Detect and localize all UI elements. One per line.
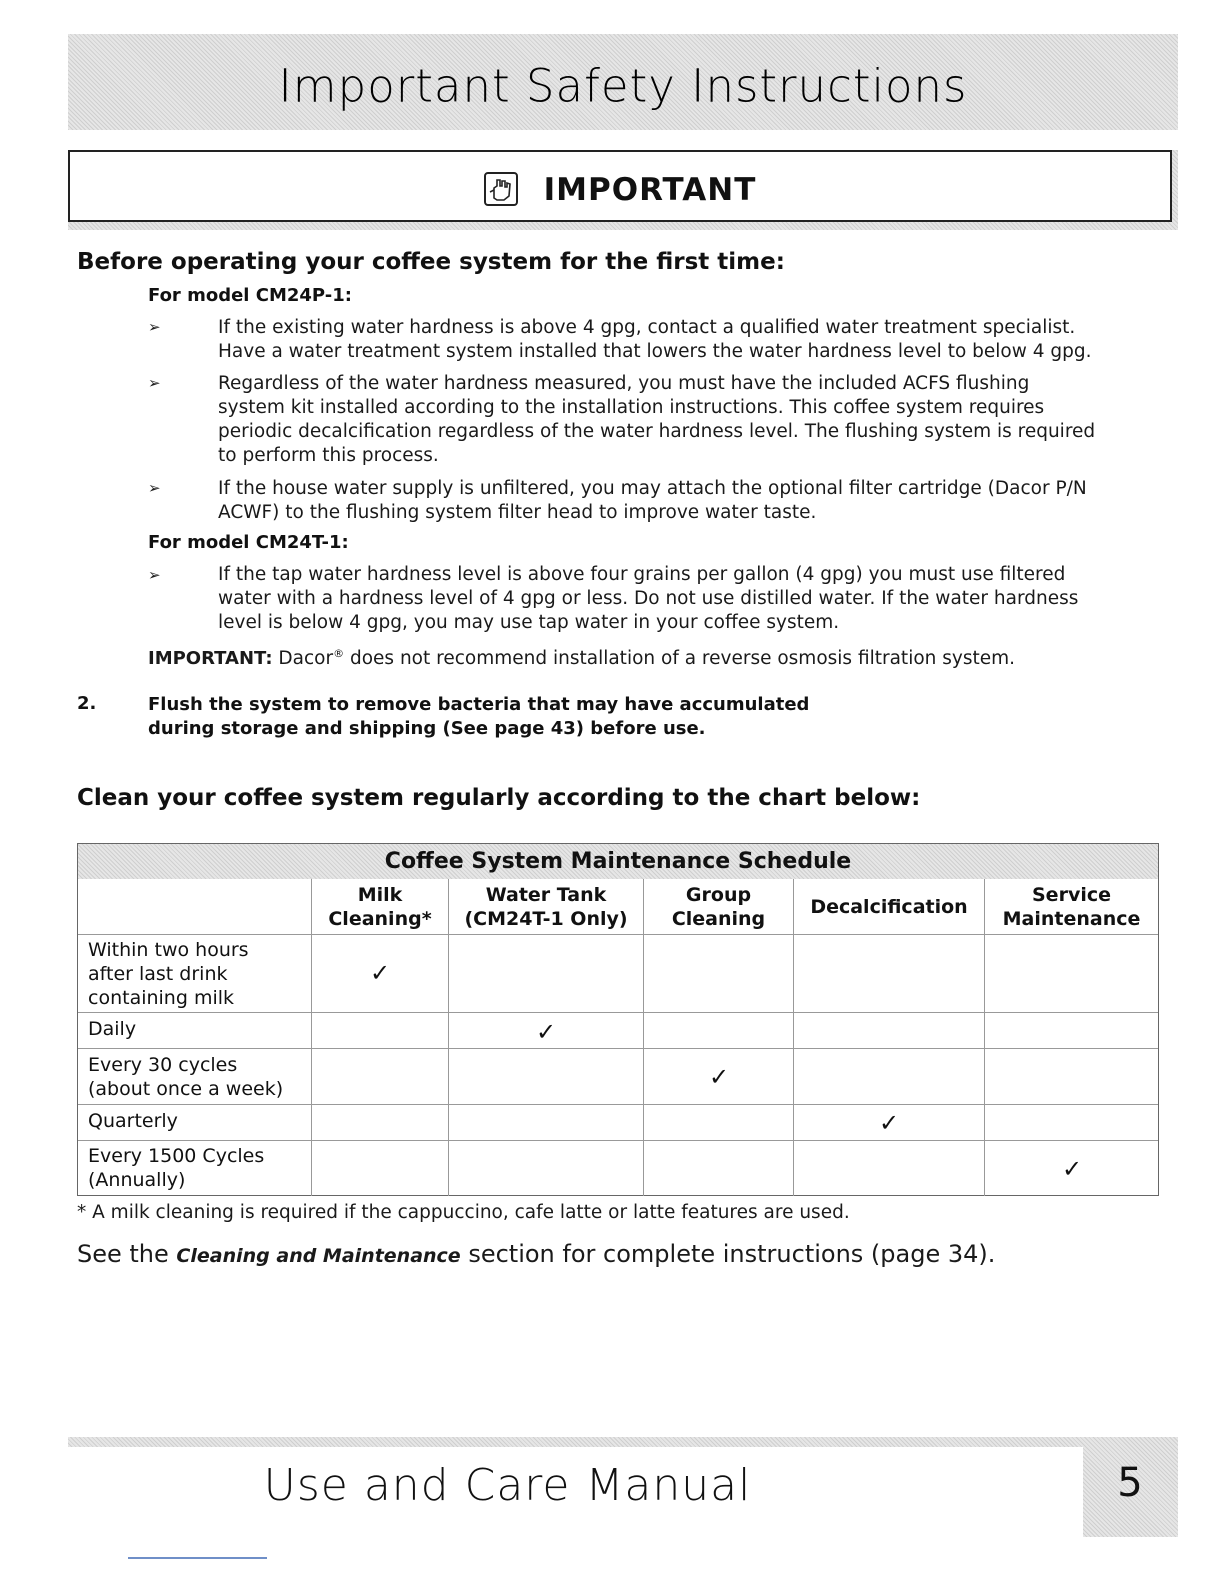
header-band	[68, 34, 1178, 130]
table-cell	[794, 1141, 985, 1196]
section-heading-first-time: Before operating your coffee system for the first time:	[77, 249, 785, 275]
column-header-service: Service Maintenance	[985, 879, 1158, 935]
header-corner-cell	[78, 879, 312, 935]
table-cell	[312, 1105, 449, 1141]
table-cell	[449, 1049, 644, 1105]
table-cell	[449, 1141, 644, 1196]
table-cell	[644, 1105, 794, 1141]
table-cell	[644, 1141, 794, 1196]
important-label-row	[70, 172, 1170, 208]
column-header-water-tank: Water Tank (CM24T-1 Only)	[449, 879, 644, 935]
table-cell	[985, 1049, 1158, 1105]
check-icon: ✓	[369, 959, 391, 987]
table-cell	[449, 935, 644, 1013]
table-cell	[985, 1013, 1158, 1049]
page-number: 5	[1117, 1460, 1143, 1506]
footer-title: Use and Care Manual	[263, 1460, 752, 1511]
table-cell	[794, 1049, 985, 1105]
important-note	[148, 642, 1015, 671]
note-hand-icon	[484, 172, 518, 206]
check-icon: ✓	[878, 1109, 900, 1137]
bullet-text: If the tap water hardness level is above four grains per gallon (4 gpg) you must use filtered water with a hardness level of 4 gpg or less. Do not use distilled water. If the water hardness level is below 4 gpg, you may use tap water in your coffee system.	[218, 564, 1079, 633]
step-number: 2.	[77, 693, 97, 714]
column-header-group: Group Cleaning	[644, 879, 794, 935]
bullet-arrow-icon: ➢	[148, 318, 161, 336]
bullet-arrow-icon: ➢	[148, 566, 161, 584]
schedule-title: Coffee System Maintenance Schedule	[384, 849, 852, 874]
important-note-label: IMPORTANT:	[148, 648, 273, 670]
check-icon: ✓	[535, 1018, 557, 1046]
bullet-arrow-icon: ➢	[148, 479, 161, 497]
cleaning-section-reference: Cleaning and Maintenance	[176, 1245, 461, 1267]
table-cell	[985, 1105, 1158, 1141]
bullet-arrow-icon: ➢	[148, 374, 161, 392]
important-note-text-a: Dacor	[278, 648, 334, 670]
table-row-label: Every 30 cycles (about once a week)	[78, 1049, 312, 1105]
table-row-label: Every 1500 Cycles (Annually)	[78, 1141, 312, 1196]
table-cell	[312, 1141, 449, 1196]
important-note-text-b: does not recommend installation of a reverse osmosis filtration system.	[344, 648, 1016, 670]
table-cell	[794, 1013, 985, 1049]
column-header-decalcification: Decalcification	[794, 879, 985, 935]
table-cell	[794, 935, 985, 1013]
column-header-milk: Milk Cleaning*	[312, 879, 449, 935]
bullet-text: If the existing water hardness is above 4 gpg, contact a qualified water treatment specialist. Have a water treatment system installed that lowers the water hardness level to below 4 gpg.	[218, 317, 1092, 362]
table-cell	[644, 1013, 794, 1049]
page-title: Important Safety Instructions	[278, 59, 968, 113]
registered-mark: ®	[333, 647, 345, 660]
bullet-text: Regardless of the water hardness measured, you must have the included ACFS flushing system kit installed according to the installation instructions. This coffee system requires periodic decalcification regardless of the water hardness level. The flushing system is required to perform this process.	[218, 373, 1096, 466]
model-t-label: For model CM24T-1:	[148, 532, 349, 553]
step2-text: Flush the system to remove bacteria that may have accumulated during storage and shipping (See page 43) before use.	[148, 694, 810, 739]
check-icon: ✓	[708, 1063, 730, 1091]
table-cell	[644, 935, 794, 1013]
table-row-label: Within two hours after last drink containing milk	[78, 935, 312, 1013]
check-icon: ✓	[1061, 1155, 1083, 1183]
table-row-label: Daily	[78, 1013, 312, 1049]
table-cell	[312, 1013, 449, 1049]
table-cell	[449, 1105, 644, 1141]
important-banner	[68, 150, 1178, 230]
bullet-text: If the house water supply is unfiltered, you may attach the optional filter cartridge (Dacor P/N ACWF) to the flushing system filter head to improve water taste.	[218, 478, 1087, 523]
model-p-label: For model CM24P-1:	[148, 285, 352, 306]
schedule-title-band	[78, 844, 1158, 879]
section-heading-clean: Clean your coffee system regularly according to the chart below:	[77, 785, 921, 811]
table-cell	[312, 1049, 449, 1105]
table-cell	[985, 935, 1158, 1013]
important-banner-inner	[68, 150, 1172, 222]
table-footnote: * A milk cleaning is required if the cappuccino, cafe latte or latte features are used.	[77, 1202, 850, 1223]
see-also-line: See the Cleaning and Maintenance section for complete instructions (page 34).	[77, 1240, 996, 1268]
divider	[128, 1557, 267, 1559]
important-label: IMPORTANT	[543, 172, 757, 208]
maintenance-schedule-table	[77, 843, 1159, 1196]
table-row-label: Quarterly	[78, 1105, 312, 1141]
